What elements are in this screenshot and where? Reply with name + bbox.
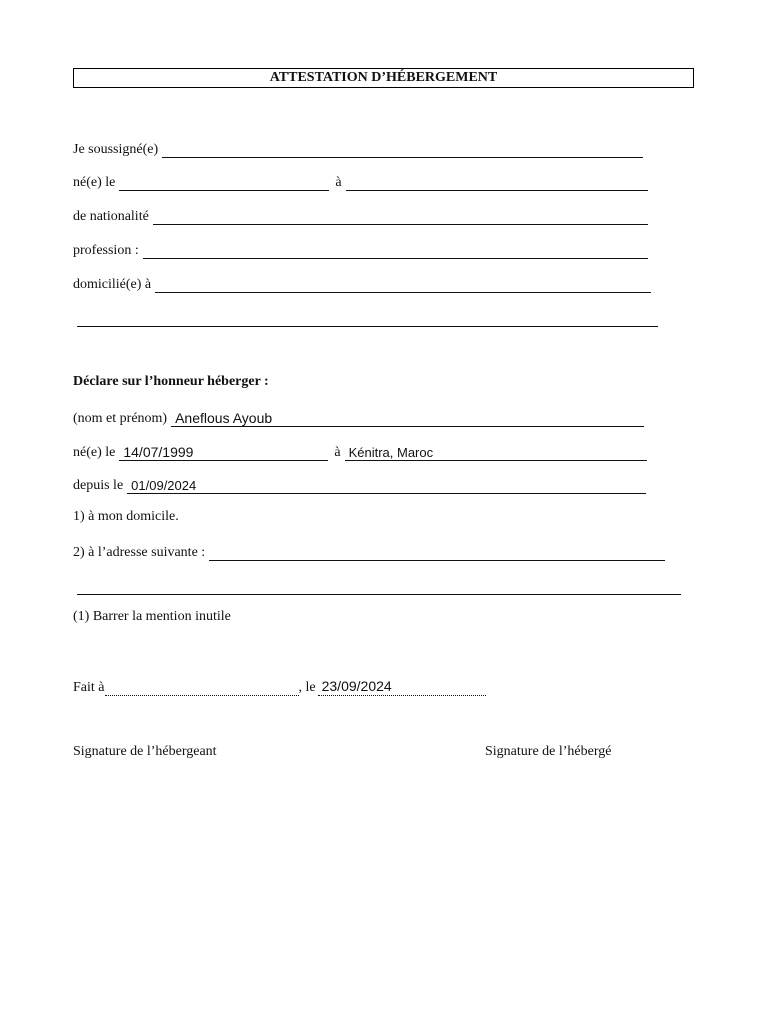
date-separator: , le bbox=[298, 680, 316, 695]
guest-birthdate-field[interactable] bbox=[119, 445, 328, 461]
nationality-line bbox=[73, 205, 648, 225]
date-value: 23/09/2024 bbox=[321, 678, 392, 694]
host-birth-line bbox=[73, 171, 648, 191]
nationality-field[interactable] bbox=[153, 209, 648, 225]
address-line bbox=[73, 541, 665, 561]
host-birthplace-field[interactable] bbox=[346, 175, 648, 191]
undersigned-field[interactable] bbox=[162, 142, 643, 158]
since-line bbox=[73, 474, 646, 494]
strike-note: (1) Barrer la mention inutile bbox=[73, 609, 231, 624]
guest-at-label: à bbox=[334, 445, 341, 460]
domicile-extra-field[interactable] bbox=[77, 311, 658, 327]
guest-name-value: Aneflous Ayoub bbox=[175, 410, 273, 426]
domicile-field[interactable] bbox=[155, 277, 651, 293]
profession-field[interactable] bbox=[143, 243, 648, 259]
signature-host: Signature de l’hébergeant bbox=[73, 744, 217, 759]
option-2-label: 2) à l’adresse suivante : bbox=[73, 545, 206, 560]
host-at-label: à bbox=[335, 175, 342, 190]
guest-birthplace-value: Kénitra, Maroc bbox=[348, 445, 434, 460]
host-born-label: né(e) le bbox=[73, 175, 116, 190]
made-at-line bbox=[73, 676, 486, 696]
made-at-label: Fait à bbox=[73, 680, 105, 695]
host-birthdate-field[interactable] bbox=[119, 175, 329, 191]
undersigned-line bbox=[73, 138, 643, 158]
guest-birthdate-value: 14/07/1999 bbox=[123, 444, 194, 460]
address-field[interactable] bbox=[209, 545, 665, 561]
address-extra-line bbox=[77, 575, 681, 595]
declaration-heading: Déclare sur l’honneur héberger : bbox=[73, 374, 269, 389]
guest-birthplace-field[interactable] bbox=[345, 445, 647, 461]
profession-label: profession : bbox=[73, 243, 139, 258]
made-at-field[interactable] bbox=[105, 682, 299, 696]
domicile-label: domicilié(e) à bbox=[73, 277, 152, 292]
profession-line bbox=[73, 239, 648, 259]
document-title: ATTESTATION D’HÉBERGEMENT bbox=[73, 68, 694, 88]
option-1: 1) à mon domicile. bbox=[73, 509, 179, 524]
domicile-extra-line bbox=[77, 307, 658, 327]
signature-guest: Signature de l’hébergé bbox=[485, 744, 612, 759]
guest-name-label: (nom et prénom) bbox=[73, 411, 168, 426]
guest-name-line bbox=[73, 407, 644, 427]
date-field[interactable] bbox=[318, 678, 486, 696]
since-field[interactable] bbox=[127, 478, 646, 494]
domicile-line bbox=[73, 273, 651, 293]
since-label: depuis le bbox=[73, 478, 124, 493]
since-value: 01/09/2024 bbox=[131, 478, 197, 493]
guest-born-label: né(e) le bbox=[73, 445, 116, 460]
undersigned-label: Je soussigné(e) bbox=[73, 142, 159, 157]
nationality-label: de nationalité bbox=[73, 209, 149, 224]
guest-name-field[interactable] bbox=[171, 411, 644, 427]
address-extra-field[interactable] bbox=[77, 579, 681, 595]
guest-birth-line bbox=[73, 441, 647, 461]
